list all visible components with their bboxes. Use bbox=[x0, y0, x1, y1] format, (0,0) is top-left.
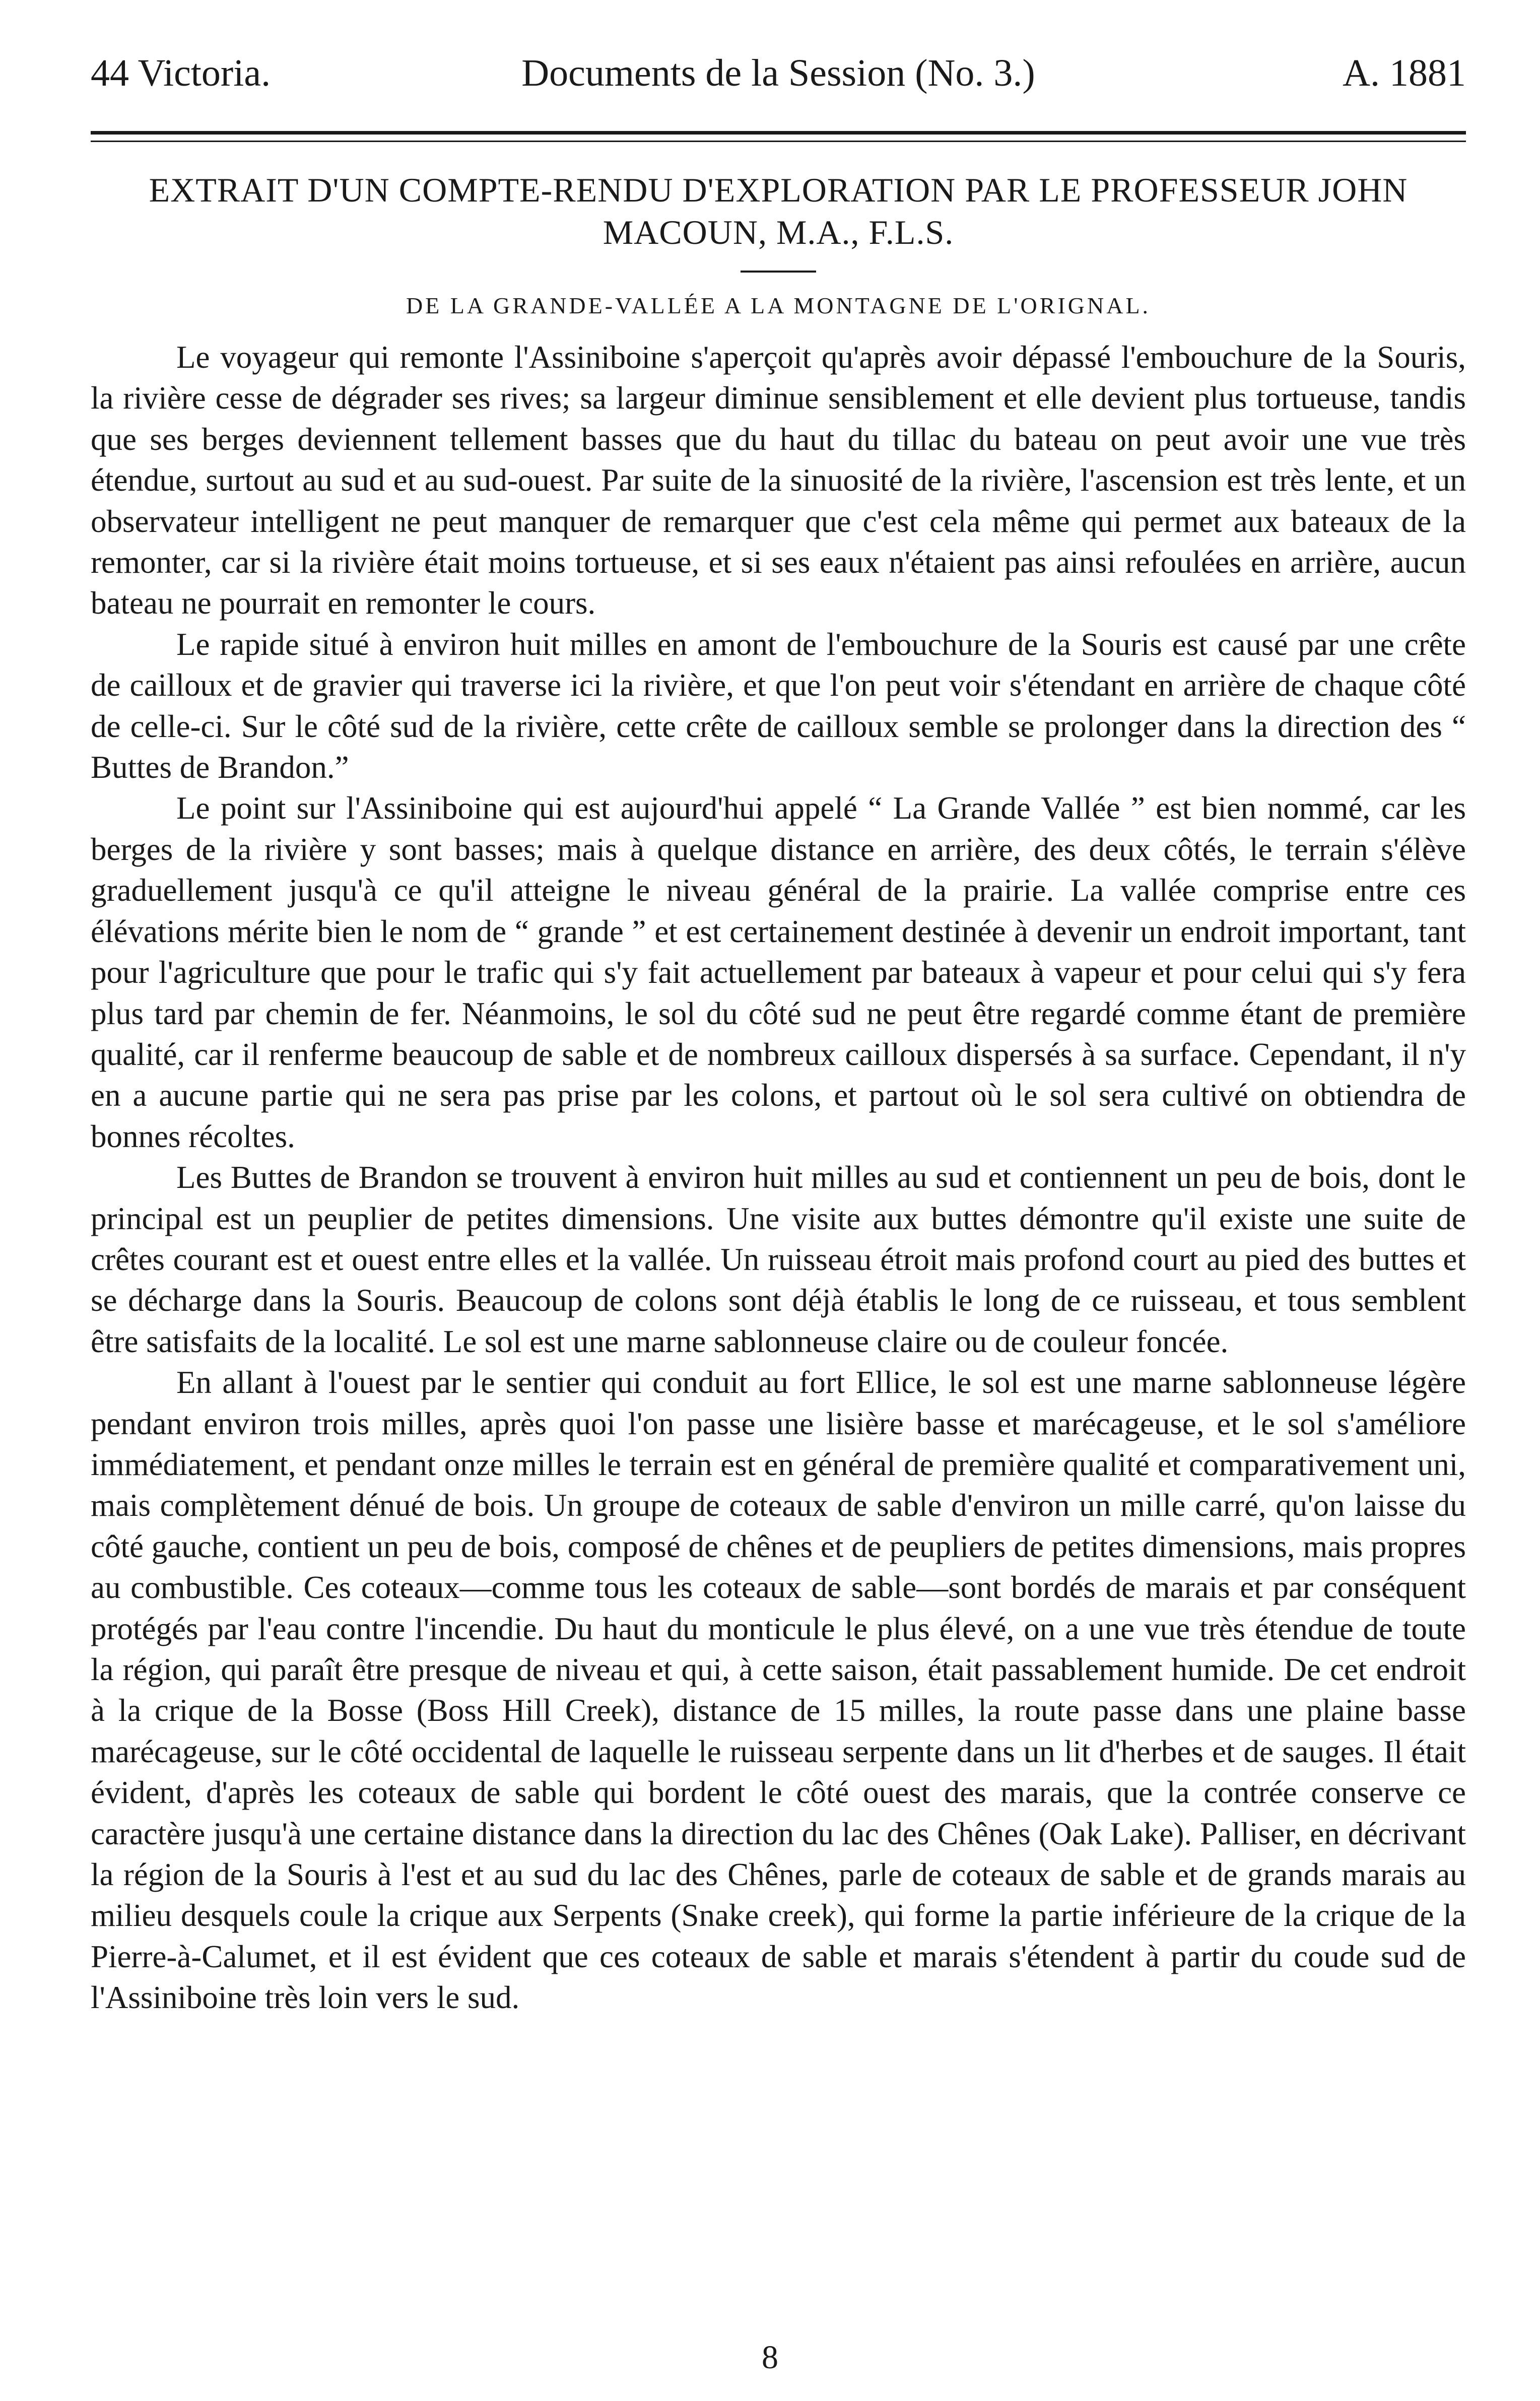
document-page bbox=[91, 45, 1466, 2019]
header-rule-thin bbox=[91, 141, 1466, 142]
header-right: A. 1881 bbox=[1343, 52, 1466, 94]
page-number: 8 bbox=[762, 2339, 778, 2376]
paragraph: Le point sur l'Assiniboine qui est aujourd'hui appelé “ La Grande Vallée ” est bien nommé, car les berges de la rivière y sont basses; mais à quelque distance en arrière, des deux côtés, le terrain s'élève graduellement jusqu'à ce qu'il atteigne le niveau général de la prairie. La vallée comprise entre ces élévations mérite bien le nom de “ grande ” et est certainement destinée à devenir un endroit important, tant pour l'agriculture que pour le trafic qui s'y fait actuellement par bateaux à vapeur et pour celui qui s'y fera plus tard par chemin de fer. Néanmoins, le sol du côté sud ne peut être regardé comme étant de première qualité, car il renferme beaucoup de sable et de nombreux cailloux dispersés à sa surface. Cependant, il n'y en a aucune partie qui ne sera pas prise par les colons, et partout où le sol sera cultivé on obtiendra de bonnes récoltes. bbox=[91, 790, 1466, 1154]
running-head bbox=[91, 45, 1466, 101]
paragraph: En allant à l'ouest par le sentier qui conduit au fort Ellice, le sol est une marne sablonneuse légère pendant environ trois milles, après quoi l'on passe une lisière basse et marécageuse, et le sol s'améliore immédiatement, et pendant onze milles le terrain est en général de première qualité et comparativement uni, mais complètement dénué de bois. Un groupe de coteaux de sable d'environ un mille carré, qu'on laisse du côté gauche, contient un peu de bois, composé de chênes et de peupliers de petites dimensions, mais propres au combustible. Ces coteaux—comme tous les coteaux de sable—sont bordés de marais et par conséquent protégés par l'eau contre l'incendie. Du haut du monticule le plus élevé, on a une vue très étendue de toute la région, qui paraît être presque de niveau et qui, à cette saison, était passablement humide. De cet endroit à la crique de la Bosse (Boss Hill Creek), distance de 15 milles, la route passe dans une plaine basse marécageuse, sur le côté occidental de laquelle le ruisseau serpente dans un lit d'herbes et de sauges. Il était évident, d'après les coteaux de sable qui bordent le côté ouest des marais, que la contrée conserve ce caractère jusqu'à une certaine distance dans la direction du lac des Chênes (Oak Lake). Palliser, en décrivant la région de la Souris à l'est et au sud du lac des Chênes, parle de coteaux de sable et de grands marais au milieu desquels coule la crique aux Serpents (Snake creek), qui forme la partie inférieure de la crique de la Pierre-à-Calumet, et il est évident que ces coteaux de sable et marais s'étendent à partir du coude sud de l'Assiniboine très loin vers le sud. bbox=[91, 1365, 1466, 2016]
header-rules bbox=[91, 131, 1466, 146]
document-title: EXTRAIT D'UN COMPTE-RENDU D'EXPLORATION PAR LE PROFESSEUR JOHN MACOUN, M.A., F.L.S. bbox=[149, 171, 1408, 251]
paragraph: Le voyageur qui remonte l'Assiniboine s'aperçoit qu'après avoir dépassé l'embouchure de la Souris, la rivière cesse de dégrader ses rives; sa largeur diminue sensiblement et elle devient plus tortueuse, tandis que ses berges deviennent tellement basses que du haut du tillac du bateau on peut avoir une vue très étendue, surtout au sud et au sud-ouest. Par suite de la sinuosité de la rivière, l'ascension est très lente, et un observateur intelligent ne peut manquer de remarquer que c'est cela même qui permet aux bateaux de la remonter, car si la rivière était moins tortueuse, et si ses eaux n'étaient pas ainsi refoulées en arrière, aucun bateau ne pourrait en remonter le cours. bbox=[91, 340, 1466, 621]
section-subtitle: DE LA GRANDE-VALLÉE A LA MONTAGNE DE L'ORIGNAL. bbox=[406, 293, 1151, 318]
paragraph: Les Buttes de Brandon se trouvent à environ huit milles au sud et contiennent un peu de bois, dont le principal est un peuplier de petites dimensions. Une visite aux buttes démontre qu'il existe une suite de crêtes courant est et ouest entre elles et la vallée. Un ruisseau étroit mais profond court au pied des buttes et se décharge dans la Souris. Beaucoup de colons sont déjà établis le long de ce ruisseau, et tous semblent être satisfaits de la localité. Le sol est une marne sablonneuse claire ou de couleur foncée. bbox=[91, 1160, 1466, 1359]
paragraph: Le rapide situé à environ huit milles en amont de l'embouchure de la Souris est causé par une crête de cailloux et de gravier qui traverse ici la rivière, et que l'on peut voir s'étendant en arrière de chaque côté de celle-ci. Sur le côté sud de la rivière, cette crête de cailloux semble se prolonger dans la direction des “ Buttes de Brandon.” bbox=[91, 626, 1466, 785]
header-center: Documents de la Session (No. 3.) bbox=[521, 52, 1035, 94]
body-text bbox=[91, 337, 1466, 2019]
header-left: 44 Victoria. bbox=[91, 52, 271, 94]
title-divider bbox=[741, 271, 816, 273]
header-rule-thick bbox=[91, 131, 1466, 135]
